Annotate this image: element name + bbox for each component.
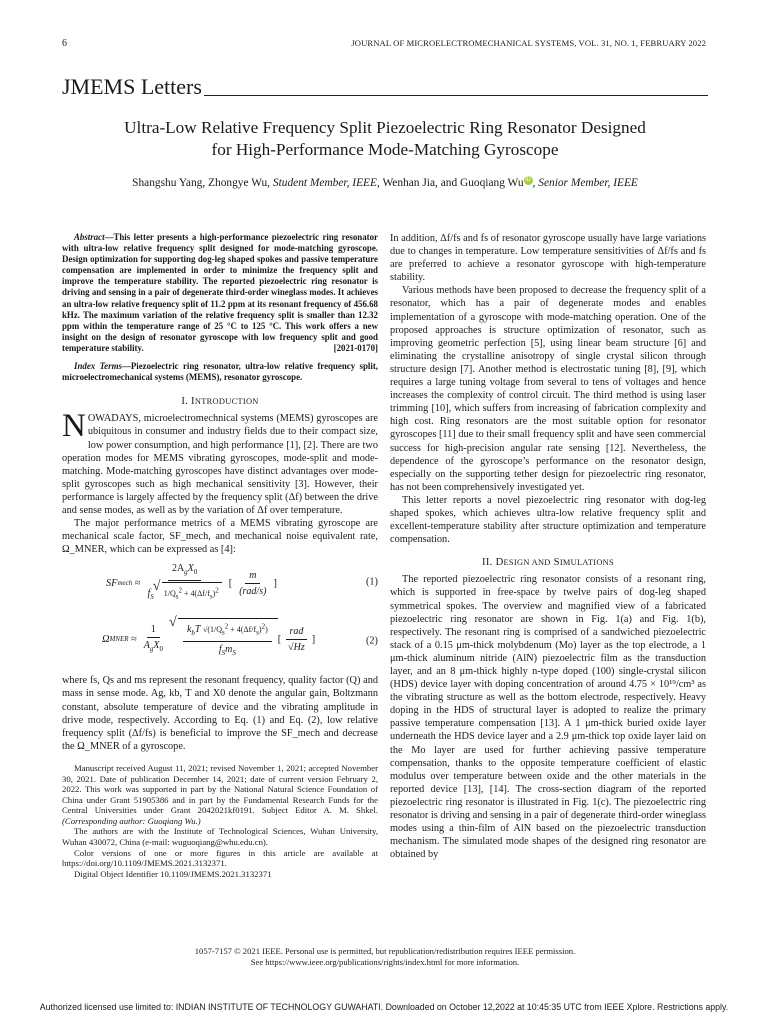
copyright-notice: 1057-7157 © 2021 IEEE. Personal use is permitted, but republication/redistribution requires IEEE permission. See https://www.ieee.org/publications/rights/index.html for more information. xyxy=(62,946,708,968)
right-column xyxy=(390,232,706,861)
intro-paragraph-2: The major performance metrics of a MEMS vibrating gyroscope are mechanical scale factor, SF_mech, and mechanical noise equivalent rate, Ω_MNER, which can be expressed as [4]: xyxy=(62,518,378,556)
author-list: Shangshu Yang, Zhongye Wu, Student Member, IEEE, Wenhan Jia, and Guoqiang Wu iD , Senior Member, IEEE xyxy=(132,177,638,189)
journal-header: JOURNAL OF MICROELECTROMECHANICAL SYSTEMS, VOL. 31, NO. 1, FEBRUARY 2022 xyxy=(351,38,706,48)
index-terms xyxy=(62,361,378,383)
abstract-ref: [2021-0170] xyxy=(333,342,378,353)
rights-link[interactable]: See https://www.ieee.org/publications/rights/index.html for more information. xyxy=(250,957,520,967)
index-terms-text: —Piezoelectric ring resonator, ultra-low relative frequency split, microelectromechanical systems (MEMS), resonator gyroscope. xyxy=(62,361,379,383)
equation-2: Ω MNER ≈ $\frac{1}{A_gX_0}$ √ $\frac{k_bT √(1/Q_s^2 + 4(\Delta f/f_s)^2)}{f_Sm_S}$ [ $\frac{\text{rad}}{√Hz}$ ] (2) xyxy=(62,612,378,670)
intro-paragraph-3: where fs, Qs and ms represent the resonant frequency, quality factor (Q) and mass in sense mode. Ag, kb, T and X0 denote the angular gain, Boltzmann constant, absolute temperature of device and the vibrating amplitude in drive mode, respectively. According to Eq. (1) and Eq. (2), low relative frequency split (Δf/fs) is beneficial to improve the SF_mech and decrease the Ω_MNER of a gyroscope. xyxy=(62,675,378,752)
abstract-text: —This letter presents a high-performance piezoelectric ring resonator with ultra-low relative frequency split designed for mode-matching gyroscope. Design optimization for supporting dog-leg shaped spokes and passive temperature compensation are implemented in order to minimize the frequency split and improve the temperature stability. The reported piezoelectric ring resonator is driving and sensing in a pair of degenerate third-order wineglass modes. It achieves an ultra-low relative frequency split of 11.2 ppm at its resonant frequency of 456.68 kHz. The maximum variation of the relative frequency split is smaller than 12.32 ppm within the temperature range of 25 °C to 125 °C. This work offers a new insight on the design of resonator gyroscope with low frequency split and good temperature stability. xyxy=(62,232,378,353)
section-banner xyxy=(62,74,708,100)
author-role-2: Senior Member, IEEE xyxy=(538,177,638,189)
equation-2-label: (2) xyxy=(365,635,378,647)
title-line-1: Ultra-Low Relative Frequency Split Piezoelectric Ring Resonator Designed xyxy=(124,118,646,137)
footnote-affiliation: The authors are with the Institute of Technological Sciences, Wuhan University, Wuhan 430072, China (e-mail: wuguoqiang@whu.edu.cn). xyxy=(62,826,378,848)
equation-1: SF mech ≈ $\frac{2A_gX_0}{f_S√ 1/Q_s^2 + 4(\Delta f/f_s)^2}$ [ $\frac{m}{\text{(rad/s)}}$ ] (1) xyxy=(62,560,378,604)
equation-1-label: (1) xyxy=(365,576,378,588)
footnote xyxy=(62,763,378,880)
footnote-manuscript: Manuscript received August 11, 2021; revised November 1, 2021; accepted November 30, 2021. Date of publication December 14, 2021; date of current version February 2, 2022. This work was supported in part by the National Natural Science Foundation of China under Grant 51905386 and in part by the Fundamental Research Funds for the Central Universities under Grant 2042021kf0191. Subject Editor A. M. Shkel. (Corresponding author: Guoqiang Wu.) xyxy=(62,762,378,826)
footnote-doi: Digital Object Identifier 10.1109/JMEMS.2021.3132371 xyxy=(74,868,272,879)
abstract xyxy=(62,232,378,354)
authors-part-1: Shangshu Yang, Zhongye Wu, xyxy=(132,177,271,189)
right-paragraph-2: Various methods have been proposed to decrease the frequency split of a resonator, which has a pair of degenerate modes and enables implementation of a gyroscope with mode-matching operation. One of the proposed approaches is structure optimization of resonator, such as improving geometric perfection [5], using linear beam structure [6] and eliminating the crystalline anisotropy of single crystal silicon through structure design [7]. Another method is electrostatic tuning [8], [9], which requires a large tuning voltage from several to tens of voltages and hence increases the complexity of control circuit. The third method is using laser trimming [10], which suffers from increasing of fabrication complexity and high cost. Ring resonators are the most suitable option for resonator gyroscopes [11] due to their small frequency split and have seen commercial success for high-precision angular rate sensing [12]. Nevertheless, the dependence of the gyroscope’s performance on the resonator design, especially on the supporting tether design for piezoelectric ring resonator, has not been comprehensively investigated yet. xyxy=(390,285,706,493)
intro-paragraph-1: NOWADAYS, microelectromechnical systems (MEMS) gyroscopes are ubiquitous in consumer and industry fields due to their compact size, low power consumption, and high performance [1], [2]. There are two operation modes for MEMS vibrating gyroscopes, mode-split and mode-matching. Mode-matching gyroscopes have distinct advantages over mode-split gyroscopes such as high mechanical sensitivity [3]. However, their performance is largely affected by the frequency split (Δf) between the drive and sense modes, as well as by the variation of Δf over temperature. xyxy=(62,408,379,516)
right-paragraph-3: This letter reports a novel piezoelectric ring resonator with dog-leg shaped spokes, which achieves ultra-low relative frequency split and excellent-temperature stability after structure optimization and temperature compensation. xyxy=(390,494,706,546)
page-number: 6 xyxy=(62,38,67,49)
author-role-1: Student Member, IEEE xyxy=(272,177,377,189)
index-terms-label: Index Terms xyxy=(74,361,122,372)
section-heading-design: II. DESIGN AND SIMULATIONS xyxy=(482,557,614,569)
license-banner: Authorized licensed use limited to: INDIAN INSTITUTE OF TECHNOLOGY GUWAHATI. Downloaded on October 12,2022 at 10:45:35 UTC from IEEE Xplore. Restrictions apply. xyxy=(39,1002,729,1012)
orcid-icon[interactable]: iD xyxy=(525,177,531,183)
section-banner-label: JMEMS Letters xyxy=(62,74,202,99)
right-paragraph-4: The reported piezoelectric ring resonator consists of a resonant ring, which is supported in free-space by twelve pairs of dog-leg shaped symmetrical spokes. The overview and magnified view of a fabricated piezoelectric ring resonator are shown in Fig. 1(a) and Fig. 1(b), respectively. The resonant ring is comprised of a sandwiched piezoelectric stack of a 0.15 μm-thick molybdenum (Mo) layer as the top electrode, a 1 μm-thick aluminum nitride (AlN) piezoelectric film as the transduction layer, and an 8 μm-thick highly n-type doped (100) single-crystal silicon (HDS) device layer with doping concentration of around 4.75 × 10¹⁹/cm³ as the vibrating structure as well as the bottom electrode, respectively. Heavy doping in the HDS of structural layer is adopted to realize the primary passive temperature compensation [13]. A 1 μm-thick buried oxide layer underneath the HDS device layer and a 2.9 μm-thick top oxide layer laid on the Mo layer are used for further achieving passive temperature compensation, thanks to the opposite temperature coefficient of elastic modulus over temperature between oxide and the other materials in the reported device [13], [14]. The cross-section diagram of the reported piezoelectric ring resonator is illustrated in Fig. 1(c). The piezoelectric ring resonator is driving and sensing in a pair of degenerate third-order wineglass modes using a thin-film of AlN based on the piezoelectric transduction mechanism. The simulated mode shapes of the designed ring resonator are obtained by xyxy=(390,574,706,861)
paper-title xyxy=(62,117,708,161)
authors-part-2: , Wenhan Jia, and Guoqiang Wu xyxy=(376,177,524,189)
footnote-color: Color versions of one or more figures in this article are available at https://doi.org/10.1109/JMEMS.2021.3132371. xyxy=(62,847,378,869)
section-heading-introduction: I. INTRODUCTION xyxy=(181,396,259,408)
abstract-label: Abstract xyxy=(74,232,105,242)
right-paragraph-1: In addition, Δf/fs and fs of resonator gyroscope usually have large variations due to changes in temperature. Low temperature sensitivities of Δf/fs and fs are preferred to achieve a resonator gyroscope with high-temperature stability. xyxy=(390,233,706,284)
banner-rule xyxy=(204,95,708,96)
title-line-2: for High-Performance Mode-Matching Gyroscope xyxy=(211,140,559,159)
dropcap: N xyxy=(62,408,86,445)
left-column xyxy=(62,232,378,879)
